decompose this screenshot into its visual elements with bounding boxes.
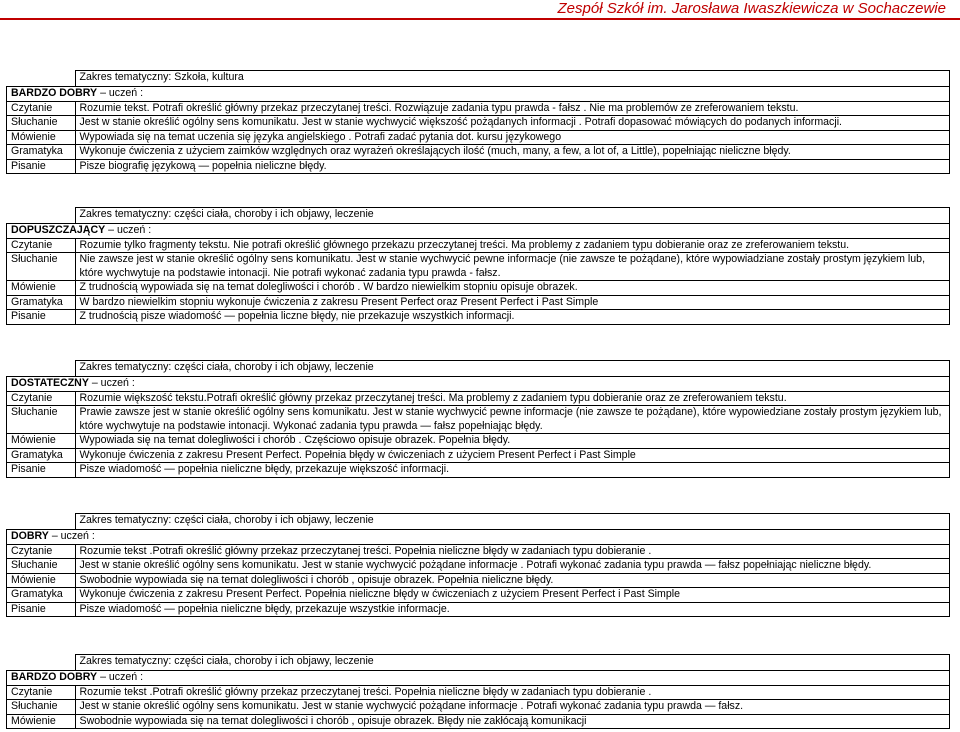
grade-name: DOSTATECZNY [11, 377, 89, 389]
skill-label: Gramatyka [7, 295, 76, 310]
topic-heading: Zakres tematyczny: części ciała, choroby i ich objawy, leczenie [75, 655, 950, 671]
skill-description: Z trudnością wypowiada się na temat dolegliwości i chorób . W bardzo niewielkim stopniu opisuje obrazek. [75, 281, 950, 296]
skill-label: Słuchanie [7, 559, 76, 574]
grade-heading [7, 224, 950, 239]
skill-description: Pisze biografię językową — popełnia nieliczne błędy. [75, 159, 950, 174]
skill-description: Rozumie tekst. Potrafi określić główny przekaz przeczytanej treści. Rozwiązuje zadania typu prawda - fałsz . Nie ma problemów ze zreferowaniem tekstu. [75, 101, 950, 116]
skill-description: Pisze wiadomość — popełnia nieliczne błędy, przekazuje wszystkie informacje. [75, 602, 950, 617]
skill-row [7, 573, 950, 588]
grade-heading [7, 377, 950, 392]
skill-label: Gramatyka [7, 145, 76, 160]
skill-description: W bardzo niewielkim stopniu wykonuje ćwiczenia z zakresu Present Perfect oraz Present Perfect i Past Simple [75, 295, 950, 310]
skill-label: Czytanie [7, 238, 76, 253]
skill-row [7, 281, 950, 296]
grade-name: BARDZO DOBRY [11, 671, 98, 683]
skill-description: Wykonuje ćwiczenia z użyciem zaimków względnych oraz wyrażeń określających ilość (much, many, a few, a lot of, a Little), popełniając nieliczne błędy. [75, 145, 950, 160]
skill-row [7, 145, 950, 160]
grade-section-2 [6, 207, 950, 325]
skill-description: Wykonuje ćwiczenia z zakresu Present Perfect. Popełnia błędy w ćwiczeniach z użyciem Present Perfect i Past Simple [75, 448, 950, 463]
grade-name: DOPUSZCZAJĄCY [11, 224, 106, 236]
grade-section-4 [6, 513, 950, 617]
skill-row [7, 463, 950, 478]
skill-row [7, 588, 950, 603]
skill-description: Prawie zawsze jest w stanie określić ogólny sens komunikatu. Jest w stanie wychwycić pewne informacje (nie zawsze te pożądane), które wypowiedziane zostały prostym językiem lub, które wychwytuje na podstawie intonacji. Wykonać zadania typu prawda — fałsz popełniając błędy. [75, 406, 950, 434]
skill-description: Wykonuje ćwiczenia z zakresu Present Perfect. Popełnia nieliczne błędy w ćwiczeniach z użyciem Present Perfect i Past Simple [75, 588, 950, 603]
grade-suffix: – uczeń : [100, 87, 144, 99]
skill-description: Jest w stanie określić ogólny sens komunikatu. Jest w stanie wychwycić większość pożądanych informacji . Potrafi dopasować mówiących do podanych informacji. [75, 116, 950, 131]
topic-heading: Zakres tematyczny: części ciała, choroby i ich objawy, leczenie [75, 514, 950, 530]
skill-label: Słuchanie [7, 116, 76, 131]
skill-label: Pisanie [7, 463, 76, 478]
skill-label: Mówienie [7, 281, 76, 296]
skill-row [7, 101, 950, 116]
grade-heading [7, 530, 950, 545]
skill-label: Czytanie [7, 544, 76, 559]
grade-suffix: – uczeń : [108, 224, 152, 236]
skill-label: Słuchanie [7, 700, 76, 715]
skill-row [7, 159, 950, 174]
skill-label: Mówienie [7, 714, 76, 729]
skill-row [7, 714, 950, 729]
skill-label: Słuchanie [7, 406, 76, 434]
skill-description: Wypowiada się na temat dolegliwości i chorób . Częściowo opisuje obrazek. Popełnia błędy. [75, 434, 950, 449]
skill-description: Pisze wiadomość — popełnia nieliczne błędy, przekazuje większość informacji. [75, 463, 950, 478]
skill-description: Rozumie większość tekstu.Potrafi określić główny przekaz przeczytanej treści. Ma problemy z zadaniem typu dobieranie oraz ze zreferowaniem tekstu. [75, 391, 950, 406]
skill-description: Swobodnie wypowiada się na temat dolegliwości i chorób , opisuje obrazek. Błędy nie zakłócają komunikacji [75, 714, 950, 729]
skill-description: Swobodnie wypowiada się na temat dolegliwości i chorób , opisuje obrazek. Popełnia nieliczne błędy. [75, 573, 950, 588]
skill-label: Mówienie [7, 434, 76, 449]
skill-row [7, 130, 950, 145]
grade-heading [7, 87, 950, 102]
topic-heading: Zakres tematyczny: Szkoła, kultura [75, 71, 950, 87]
skill-label: Czytanie [7, 685, 76, 700]
skill-description: Nie zawsze jest w stanie określić ogólny sens komunikatu. Jest w stanie wychwycić pewne informacje (nie zawsze te pożądane), które wypowiadziane zostały prostym językiem lub, które wychwytuje na podstawie intonacji. Nie potrafi wykonać zadania typu prawda - fałsz. [75, 253, 950, 281]
skill-description: Jest w stanie określić ogólny sens komunikatu. Jest w stanie wychwycić pożądane informacje . Potrafi wykonać zadania typu prawda — fałsz. [75, 700, 950, 715]
skill-row [7, 434, 950, 449]
topic-heading: Zakres tematyczny: części ciała, choroby i ich objawy, leczenie [75, 361, 950, 377]
skill-row [7, 116, 950, 131]
grade-section-1 [6, 70, 950, 174]
skill-label: Gramatyka [7, 588, 76, 603]
skill-row [7, 310, 950, 325]
skill-label: Gramatyka [7, 448, 76, 463]
skill-row [7, 238, 950, 253]
skill-row [7, 602, 950, 617]
skill-row [7, 448, 950, 463]
skill-label: Pisanie [7, 310, 76, 325]
grade-suffix: – uczeń : [51, 530, 95, 542]
skill-label: Pisanie [7, 602, 76, 617]
skill-row [7, 685, 950, 700]
grade-name: BARDZO DOBRY [11, 87, 98, 99]
grade-section-5 [6, 654, 950, 729]
skill-label: Pisanie [7, 159, 76, 174]
grade-name: DOBRY [11, 530, 49, 542]
topic-heading: Zakres tematyczny: części ciała, choroby i ich objawy, leczenie [75, 208, 950, 224]
skill-label: Mówienie [7, 573, 76, 588]
skill-description: Z trudnością pisze wiadomość — popełnia liczne błędy, nie przekazuje wszystkich informacji. [75, 310, 950, 325]
skill-description: Rozumie tylko fragmenty tekstu. Nie potrafi określić głównego przekazu przeczytanej treści. Ma problemy z zadaniem typu dobieranie oraz ze zreferowaniem tekstu. [75, 238, 950, 253]
skill-row [7, 295, 950, 310]
skill-label: Czytanie [7, 101, 76, 116]
skill-description: Rozumie tekst .Potrafi określić główny przekaz przeczytanej treści. Popełnia nieliczne błędy w zadaniach typu dobieranie . [75, 685, 950, 700]
page-header-title: Zespół Szkół im. Jarosława Iwaszkiewicza w Sochaczewie [557, 0, 946, 17]
header-rule [0, 18, 960, 20]
grade-suffix: – uczeń : [100, 671, 144, 683]
skill-row [7, 253, 950, 281]
grade-section-3 [6, 360, 950, 478]
skill-label: Słuchanie [7, 253, 76, 281]
skill-description: Rozumie tekst .Potrafi określić główny przekaz przeczytanej treści. Popełnia nieliczne błędy w zadaniach typu dobieranie . [75, 544, 950, 559]
grade-heading [7, 671, 950, 686]
skill-label: Czytanie [7, 391, 76, 406]
skill-description: Wypowiada się na temat uczenia się języka angielskiego . Potrafi zadać pytania dot. kursu językowego [75, 130, 950, 145]
skill-description: Jest w stanie określić ogólny sens komunikatu. Jest w stanie wychwycić pożądane informacje . Potrafi wykonać zadania typu prawda — fałsz popełniając nieliczne błędy. [75, 559, 950, 574]
skill-row [7, 406, 950, 434]
skill-row [7, 700, 950, 715]
skill-row [7, 391, 950, 406]
skill-row [7, 559, 950, 574]
skill-label: Mówienie [7, 130, 76, 145]
skill-row [7, 544, 950, 559]
grade-suffix: – uczeń : [91, 377, 135, 389]
